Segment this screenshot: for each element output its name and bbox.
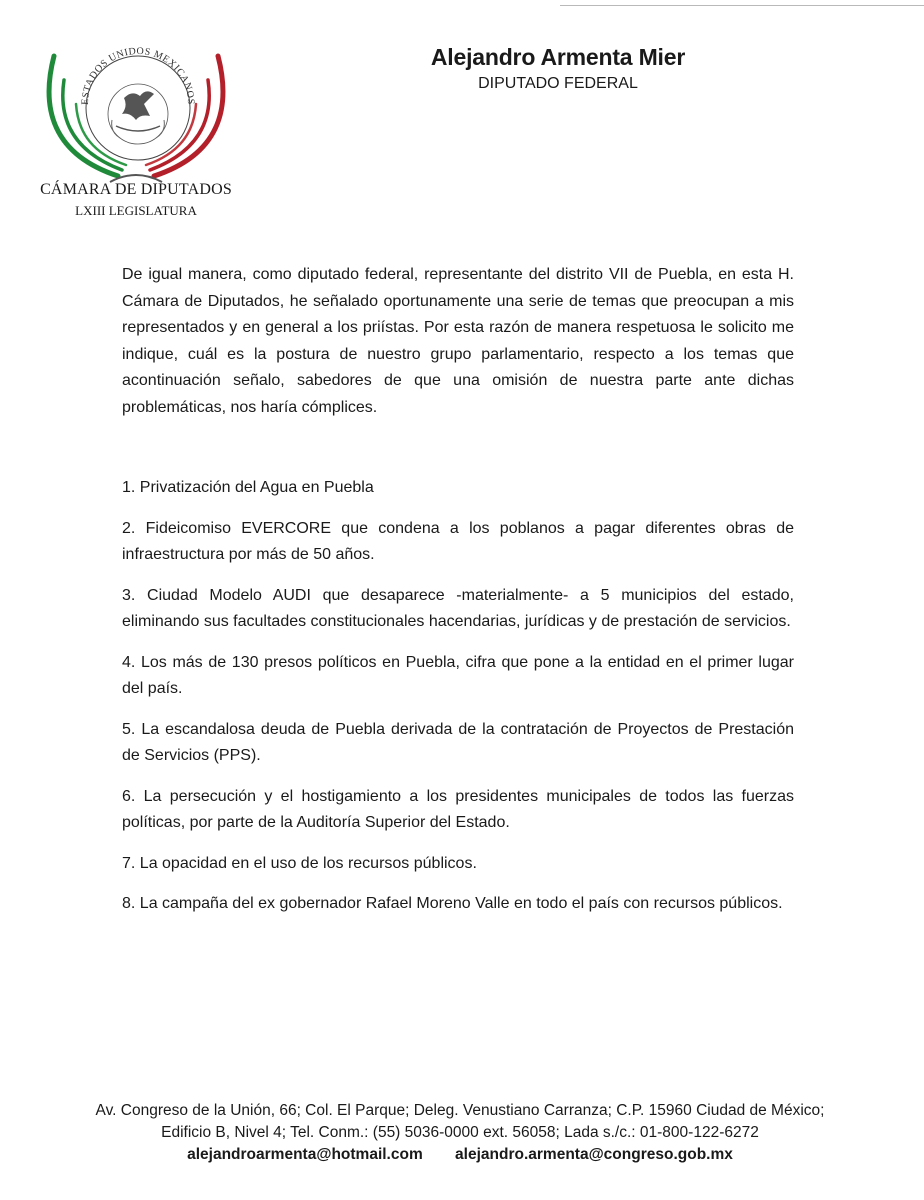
list-item: 1. Privatización del Agua en Puebla [122, 479, 374, 496]
list-item: 5. La escandalosa deuda de Puebla derivada de la contratación de Proyectos de Prestación de Servicios (PPS). [122, 720, 794, 764]
institution-block [0, 181, 272, 219]
top-rule [560, 5, 924, 6]
institution-name: CÁMARA DE DIPUTADOS [40, 181, 232, 198]
email-hotmail: alejandroarmenta@hotmail.com [187, 1146, 423, 1163]
list-item: 7. La opacidad en el uso de los recursos públicos. [122, 854, 477, 872]
email-congreso: alejandro.armenta@congreso.gob.mx [455, 1146, 733, 1163]
list-item: 8. La campaña del ex gobernador Rafael Moreno Valle en todo el país con recursos públicos. [122, 895, 783, 912]
email-row [80, 1144, 840, 1166]
camara-seal-logo [40, 40, 232, 190]
legislature-name: LXIII LEGISLATURA [75, 203, 197, 218]
list-item: 4. Los más de 130 presos políticos en Puebla, cifra que pone a la entidad en el primer lugar del país. [122, 653, 794, 697]
address-line-2: Edificio B, Nivel 4; Tel. Conm.: (55) 5036-0000 ext. 56058; Lada s./c.: 01-800-122-6272 [161, 1124, 759, 1141]
list-item: 6. La persecución y el hostigamiento a los presidentes municipales de todos las fuerzas políticas, por parte de la Auditoría Superior del Estado. [122, 787, 794, 831]
issue-list [122, 475, 794, 918]
intro-paragraph: De igual manera, como diputado federal, representante del distrito VII de Puebla, en esta H. Cámara de Diputados, he señalado oportunamente una serie de temas que preocupan a mis representados y en general a los priístas. Por esta razón de manera respetuosa le solicito me indique, cuál es la postura de nuestro grupo parlamentario, respecto a los temas que acontinuación señalo, sabedores de que una omisión de nuestra parte ante dichas problemáticas, nos haría cómplices. [122, 266, 794, 416]
list-item: 3. Ciudad Modelo AUDI que desaparece -materialmente- a 5 municipios del estado, eliminando sus facultades constitucionales hacendarias, jurídicas y de prestación de servicios. [122, 586, 794, 630]
address-line-1: Av. Congreso de la Unión, 66; Col. El Parque; Deleg. Venustiano Carranza; C.P. 15960 Ciudad de México; [95, 1102, 825, 1119]
author-title: DIPUTADO FEDERAL [478, 75, 638, 92]
letterhead [368, 44, 748, 93]
seal-text: ESTADOS UNIDOS MEXICANOS [79, 45, 197, 106]
author-name: Alejandro Armenta Mier [430, 44, 686, 70]
footer [80, 1100, 840, 1166]
list-item: 2. Fideicomiso EVERCORE que condena a los poblanos a pagar diferentes obras de infraestructura por más de 50 años. [122, 519, 794, 563]
letter-body [122, 262, 794, 932]
